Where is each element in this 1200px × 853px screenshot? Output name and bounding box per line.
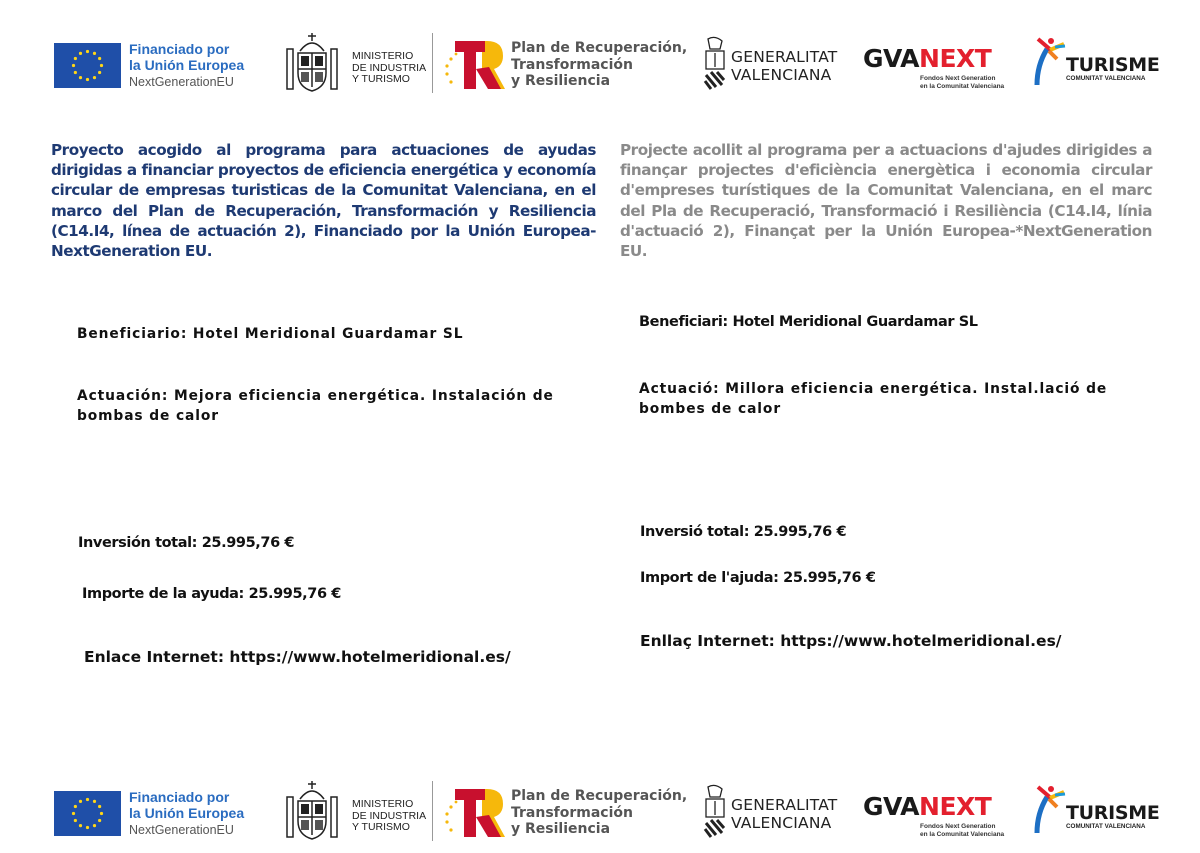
gvanext-gva: GVA — [863, 44, 920, 73]
gvanext-sub-2: en la Comunitat Valenciana — [920, 83, 1005, 90]
eu-star — [100, 812, 103, 815]
ministry-line-2: DE INDUSTRIA — [352, 61, 427, 74]
total-investment-spanish: Inversión total: 25.995,76 € — [78, 535, 295, 551]
aid-amount-spanish: Importe de la ayuda: 25.995,76 € — [82, 586, 341, 602]
gvanext-logo — [863, 793, 991, 821]
eu-flag-icon — [54, 43, 121, 88]
generalitat-line-1: GENERALITAT — [731, 796, 838, 814]
spain-coat-of-arms-icon — [283, 779, 341, 845]
generalitat-logo-text — [731, 48, 837, 84]
generalitat-line-1: GENERALITAT — [731, 48, 838, 66]
gvanext-next: NEXT — [919, 792, 992, 821]
eu-star — [74, 57, 77, 60]
ministry-line-1: MINISTERIO — [352, 798, 414, 810]
eu-line-2: la Unión Europea — [129, 57, 245, 73]
eu-flag-icon — [54, 791, 121, 836]
beneficiary-spanish: Beneficiario: Hotel Meridional Guardamar SL — [77, 326, 464, 342]
eu-star — [74, 819, 77, 822]
eu-line-1: Financiado por — [129, 41, 230, 57]
turisme-figure-icon — [1033, 35, 1069, 87]
plan-line-3: y Resiliencia — [511, 73, 611, 89]
action-spanish: Actuación: Mejora eficiencia energética. Instalación de bombas de calor — [77, 388, 554, 424]
gvanext-subtitle — [920, 75, 1004, 91]
recovery-plan-tr-icon — [443, 785, 505, 839]
eu-line-1: Financiado por — [129, 789, 230, 805]
gvanext-sub-1: Fondos Next Generation — [920, 75, 996, 82]
eu-star — [72, 812, 75, 815]
plan-line-2: Transformación — [511, 804, 633, 821]
plan-line-3: y Resiliencia — [511, 821, 611, 837]
eu-star — [93, 824, 96, 827]
intro-paragraph-spanish: Proyecto acogido al programa para actuaciones de ayudas dirigidas a financiar proyectos de eficiencia energética y economía circular de empresas turisticas de la Comunitat Valenciana, en el marco del Plan de Recuperación, Transformación y Resiliencia (C14.I4, línea de actuación 2), Financiado por la Unión Europea-NextGeneration EU. — [51, 141, 596, 261]
aid-amount-valencian: Import de l'ajuda: 25.995,76 € — [640, 570, 876, 586]
eu-star — [93, 52, 96, 55]
recovery-plan-logo-text — [511, 788, 687, 838]
logo-strip-top — [0, 25, 1200, 105]
ministry-line-1: MINISTERIO — [352, 50, 414, 62]
eu-line-3: NextGenerationEU — [129, 823, 234, 837]
eu-star — [79, 800, 82, 803]
website-link-valencian[interactable]: Enllaç Internet: https://www.hotelmeridional.es/ — [640, 632, 1062, 650]
total-investment-valencian: Inversió total: 25.995,76 € — [640, 524, 847, 540]
generalitat-logo-text — [731, 796, 837, 832]
eu-line-2: la Unión Europea — [129, 805, 245, 821]
ministry-line-3: Y TURISMO — [352, 821, 410, 833]
gvanext-subtitle — [920, 823, 1004, 839]
ministry-logo-text — [352, 51, 426, 86]
ministry-line-2: DE INDUSTRIA — [352, 809, 427, 822]
website-link-spanish[interactable]: Enlace Internet: https://www.hotelmeridional.es/ — [84, 648, 511, 666]
eu-star — [74, 805, 77, 808]
generalitat-line-2: VALENCIANA — [731, 814, 832, 832]
eu-star — [86, 798, 89, 801]
eu-funding-logo-text — [129, 41, 244, 90]
generalitat-shield-icon — [702, 35, 728, 93]
eu-star — [98, 805, 101, 808]
eu-star — [93, 76, 96, 79]
gvanext-gva: GVA — [863, 792, 920, 821]
eu-star — [98, 57, 101, 60]
eu-funding-logo-text — [129, 789, 244, 838]
logo-strip-bottom — [0, 773, 1200, 853]
gvanext-sub-2: en la Comunitat Valenciana — [920, 831, 1005, 838]
turisme-figure-icon — [1033, 783, 1069, 835]
turisme-subtitle: COMUNITAT VALENCIANA — [1066, 75, 1146, 82]
eu-star — [100, 64, 103, 67]
eu-star — [79, 76, 82, 79]
eu-line-3: NextGenerationEU — [129, 75, 234, 89]
eu-star — [98, 71, 101, 74]
recovery-plan-tr-icon — [443, 37, 505, 91]
eu-star — [72, 64, 75, 67]
eu-star — [86, 50, 89, 53]
eu-star — [93, 800, 96, 803]
ministry-line-3: Y TURISMO — [352, 73, 410, 85]
beneficiary-valencian: Beneficiari: Hotel Meridional Guardamar SL — [639, 314, 978, 330]
eu-star — [98, 819, 101, 822]
spain-coat-of-arms-icon — [283, 31, 341, 97]
turisme-subtitle: COMUNITAT VALENCIANA — [1066, 823, 1146, 830]
eu-star — [74, 71, 77, 74]
eu-star — [79, 824, 82, 827]
plan-line-2: Transformación — [511, 56, 633, 73]
logo-divider — [432, 781, 433, 841]
turisme-title: TURISME — [1066, 802, 1160, 824]
plan-line-1: Plan de Recuperación, — [511, 40, 688, 56]
logo-divider — [432, 33, 433, 93]
plan-line-1: Plan de Recuperación, — [511, 788, 688, 804]
ministry-logo-text — [352, 799, 426, 834]
eu-star — [86, 826, 89, 829]
gvanext-sub-1: Fondos Next Generation — [920, 823, 996, 830]
generalitat-shield-icon — [702, 783, 728, 841]
intro-paragraph-valencian: Projecte acollit al programa per a actuacions d'ajudes dirigides a finançar projectes d'eficiència energètica i economia circular d'empreses turístiques de la Comunitat Valenciana, en el marc del Pla de Recuperació, Transformació i Resiliència (C14.I4, línia d'actuació 2), Finançat per la Unión Europea-*NextGeneration EU. — [620, 141, 1152, 261]
eu-star — [79, 52, 82, 55]
gvanext-next: NEXT — [919, 44, 992, 73]
eu-star — [86, 78, 89, 81]
turisme-title: TURISME — [1066, 54, 1160, 76]
generalitat-line-2: VALENCIANA — [731, 66, 832, 84]
gvanext-logo — [863, 45, 991, 73]
recovery-plan-logo-text — [511, 40, 687, 90]
action-valencian: Actuació: Millora eficiencia energética. Instal.lació de bombes de calor — [639, 381, 1108, 417]
